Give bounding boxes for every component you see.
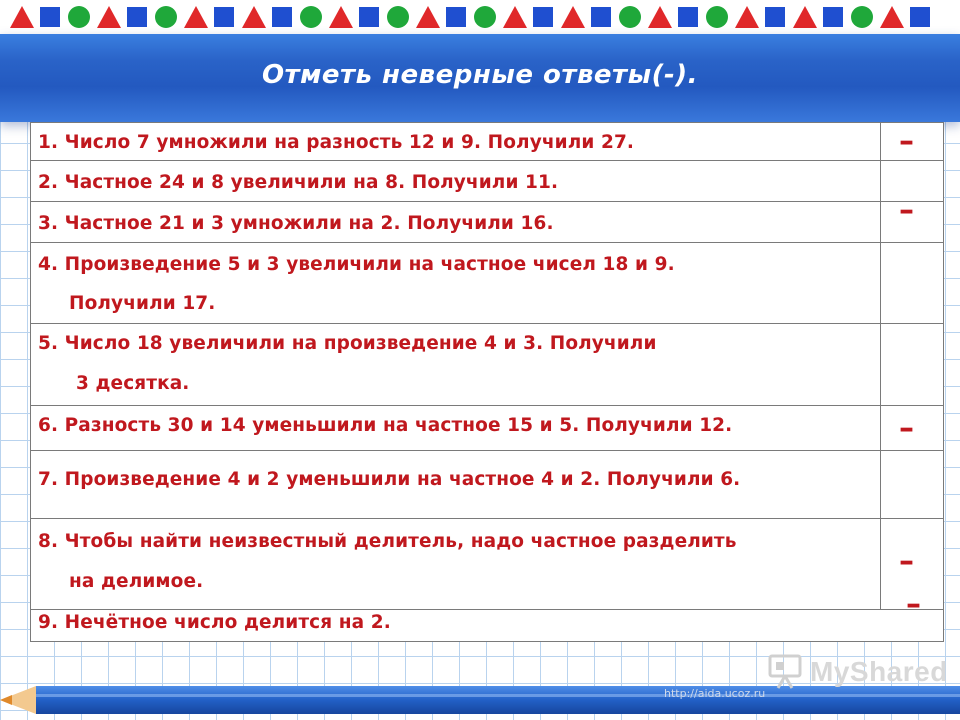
green-ball-shape [300, 6, 322, 28]
decorative-shapes-strip [0, 0, 960, 34]
wrong-mark[interactable]: – [906, 587, 921, 622]
statement-cell [31, 324, 881, 405]
green-ball-shape [706, 6, 728, 28]
statement-line: 3. Частное 21 и 3 умножили на 2. Получили 16. [38, 213, 554, 234]
blue-cube-shape [910, 7, 930, 27]
statement-cell [31, 123, 881, 160]
shapes-decoration [0, 4, 960, 30]
statement-line: 9. Нечётное число делится на 2. [38, 612, 391, 633]
statement-cell [31, 161, 881, 201]
table-row [31, 519, 943, 610]
statement-line: 7. Произведение 4 и 2 уменьшили на частное 4 и 2. Получили 6. [38, 469, 741, 490]
statement-line: 1. Число 7 умножили на разность 12 и 9. Получили 27. [38, 132, 635, 153]
page-title: Отметь неверные ответы(-). [261, 60, 699, 90]
statement-cell [31, 243, 881, 323]
presentation-icon [766, 654, 806, 690]
answers-table [30, 122, 944, 642]
statement-cell [31, 610, 881, 641]
statement-line: на делимое. [69, 571, 204, 592]
green-ball-shape [474, 6, 496, 28]
blue-cube-shape [127, 7, 147, 27]
wrong-mark[interactable]: – [899, 124, 914, 159]
source-url: http://aida.ucoz.ru [664, 687, 766, 700]
blue-cube-shape [591, 7, 611, 27]
table-row [31, 243, 943, 324]
table-row [31, 451, 943, 519]
green-ball-shape [68, 6, 90, 28]
statement-line: 6. Разность 30 и 14 уменьшили на частное 15 и 5. Получили 12. [38, 415, 733, 436]
red-triangle-shape [503, 6, 527, 28]
red-triangle-shape [10, 6, 34, 28]
statement-cell [31, 519, 881, 609]
statement-line: 8. Чтобы найти неизвестный делитель, надо частное разделить [38, 531, 737, 552]
table-row [31, 161, 943, 202]
table-row [31, 324, 943, 406]
green-ball-shape [619, 6, 641, 28]
table-row [31, 587, 943, 641]
blue-cube-shape [823, 7, 843, 27]
table-row [31, 193, 943, 243]
statement-line: 3 десятка. [76, 373, 190, 394]
blue-cube-shape [272, 7, 292, 27]
green-ball-shape [155, 6, 177, 28]
red-triangle-shape [880, 6, 904, 28]
statement-line: 2. Частное 24 и 8 увеличили на 8. Получили 11. [38, 172, 559, 193]
watermark [766, 652, 946, 692]
statement-cell [31, 451, 881, 518]
statement-line: 5. Число 18 увеличили на произведение 4 и 3. Получили [38, 333, 657, 354]
statement-line: Получили 17. [69, 293, 216, 314]
red-triangle-shape [242, 6, 266, 28]
watermark-text: MyShared [810, 656, 948, 687]
red-triangle-shape [561, 6, 585, 28]
wrong-mark[interactable]: – [899, 411, 914, 446]
blue-cube-shape [40, 7, 60, 27]
red-triangle-shape [416, 6, 440, 28]
statement-cell [31, 202, 881, 242]
red-triangle-shape [184, 6, 208, 28]
statement-cell [31, 406, 881, 450]
statement-line: 4. Произведение 5 и 3 увеличили на частное чисел 18 и 9. [38, 254, 675, 275]
table-row [31, 406, 943, 451]
red-triangle-shape [793, 6, 817, 28]
wrong-mark[interactable]: – [899, 544, 914, 579]
red-triangle-shape [329, 6, 353, 28]
wrong-mark[interactable]: – [899, 193, 914, 228]
blue-cube-shape [214, 7, 234, 27]
blue-cube-shape [359, 7, 379, 27]
red-triangle-shape [97, 6, 121, 28]
blue-cube-shape [678, 7, 698, 27]
table-row [31, 123, 943, 161]
red-triangle-shape [735, 6, 759, 28]
blue-cube-shape [533, 7, 553, 27]
red-triangle-shape [648, 6, 672, 28]
green-ball-shape [851, 6, 873, 28]
green-ball-shape [387, 6, 409, 28]
blue-cube-shape [446, 7, 466, 27]
blue-cube-shape [765, 7, 785, 27]
